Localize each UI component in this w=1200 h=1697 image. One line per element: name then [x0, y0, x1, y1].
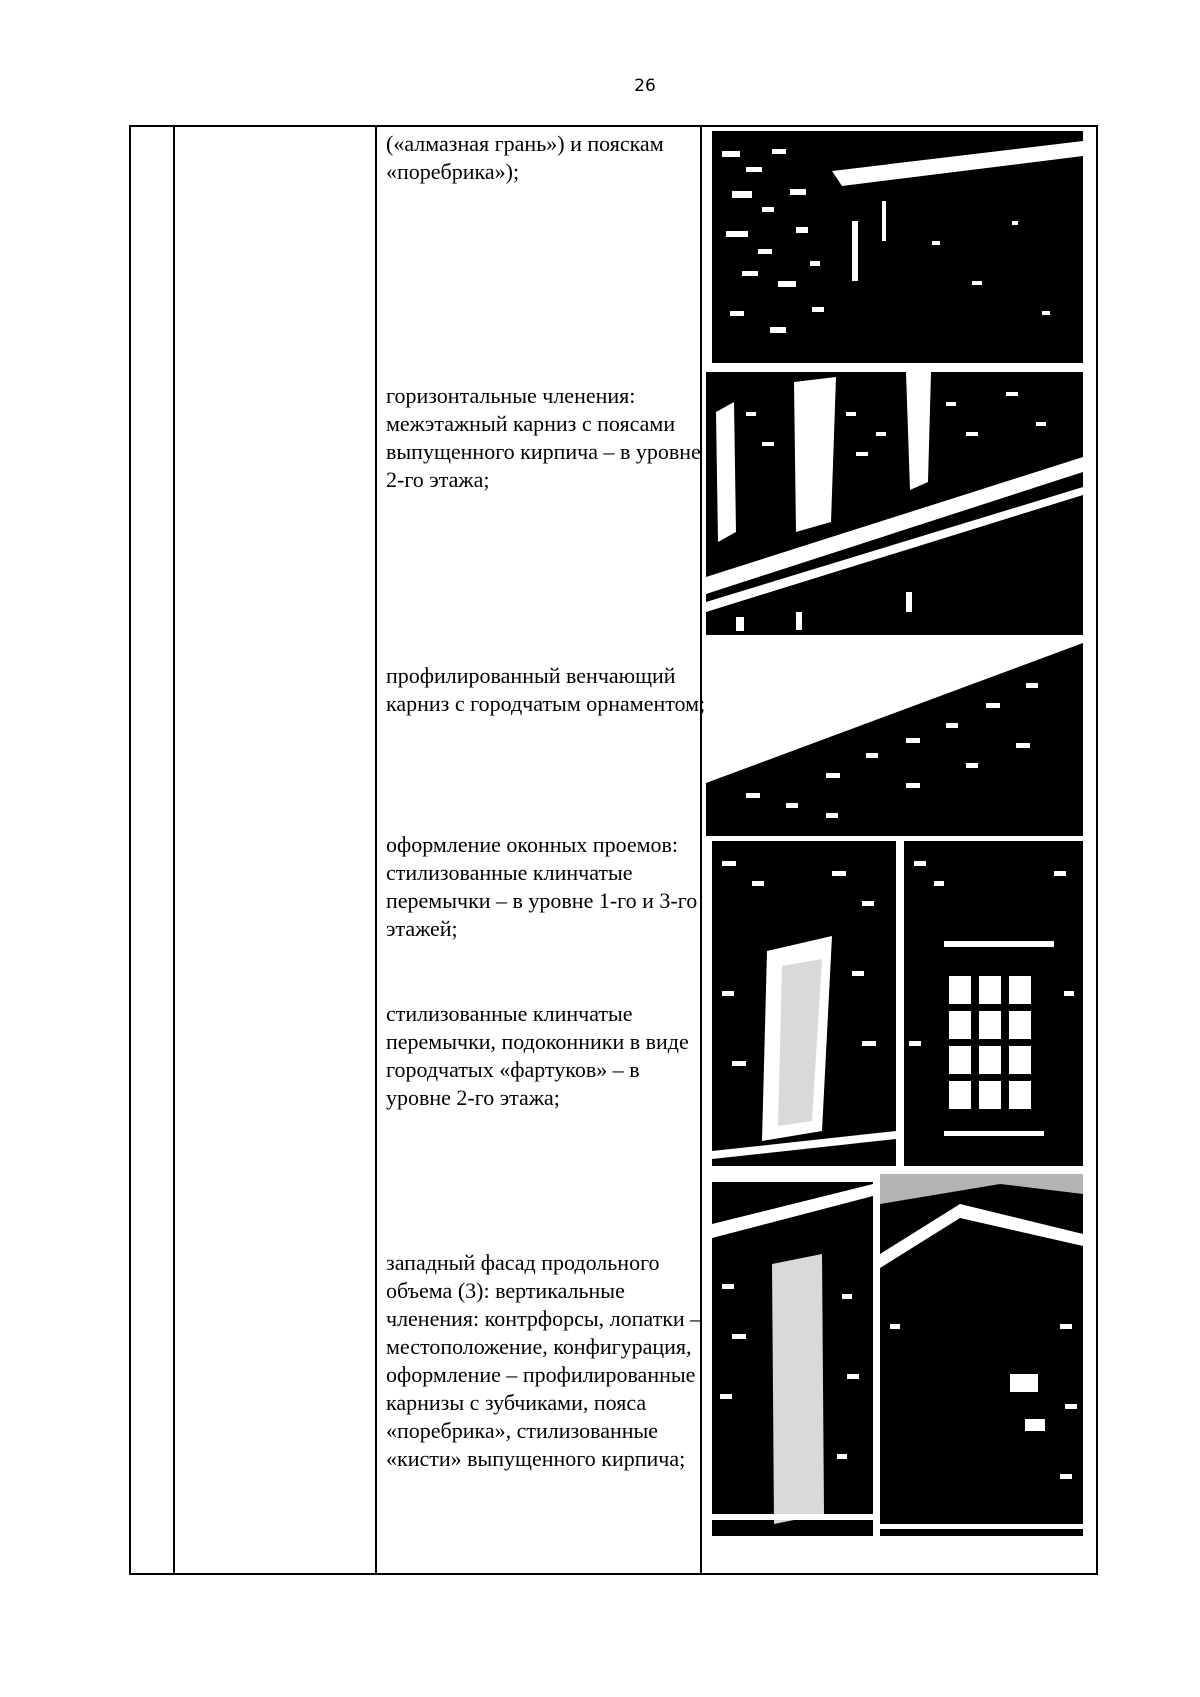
photo-crowning-cornice	[706, 643, 1083, 836]
column-divider	[173, 127, 175, 1573]
table-cell-text: оформление оконных проемов: стилизованные клинчатые перемычки – в уровне 1-го и 3-го этажей;	[386, 832, 698, 941]
photo-west-facade-left	[712, 1174, 873, 1536]
photo-west-facade-right	[880, 1174, 1083, 1536]
photo-interfloor-cornice	[706, 372, 1083, 635]
page-number: 26	[634, 76, 656, 96]
table-cell-text: («алмазная грань») и пояскам «поребрика»);	[386, 131, 664, 184]
photo-brick-wall-edge	[712, 131, 1083, 363]
table-cell-text: западный фасад продольного объема (3): вертикальные членения: контрфорсы, лопатки – местоположение, конфигурация, оформление – профилированные карнизы с зубчиками, пояса «поребрика», стилизованные «кисти» выпущенного кирпича;	[386, 1250, 702, 1471]
table-cell-text: горизонтальные членения: межэтажный карниз с поясами выпущенного кирпича – в уровне 2-го этажа;	[386, 383, 701, 492]
column-divider	[375, 127, 377, 1573]
table-cell-text: стилизованные клинчатые перемычки, подоконники в виде городчатых «фартуков» – в уровне 2-го этажа;	[386, 1001, 689, 1110]
table-cell-text: профилированный венчающий карниз с городчатым орнаментом;	[386, 663, 706, 716]
photo-window-lintel-right	[904, 841, 1083, 1166]
photo-window-lintel-left	[712, 841, 896, 1166]
